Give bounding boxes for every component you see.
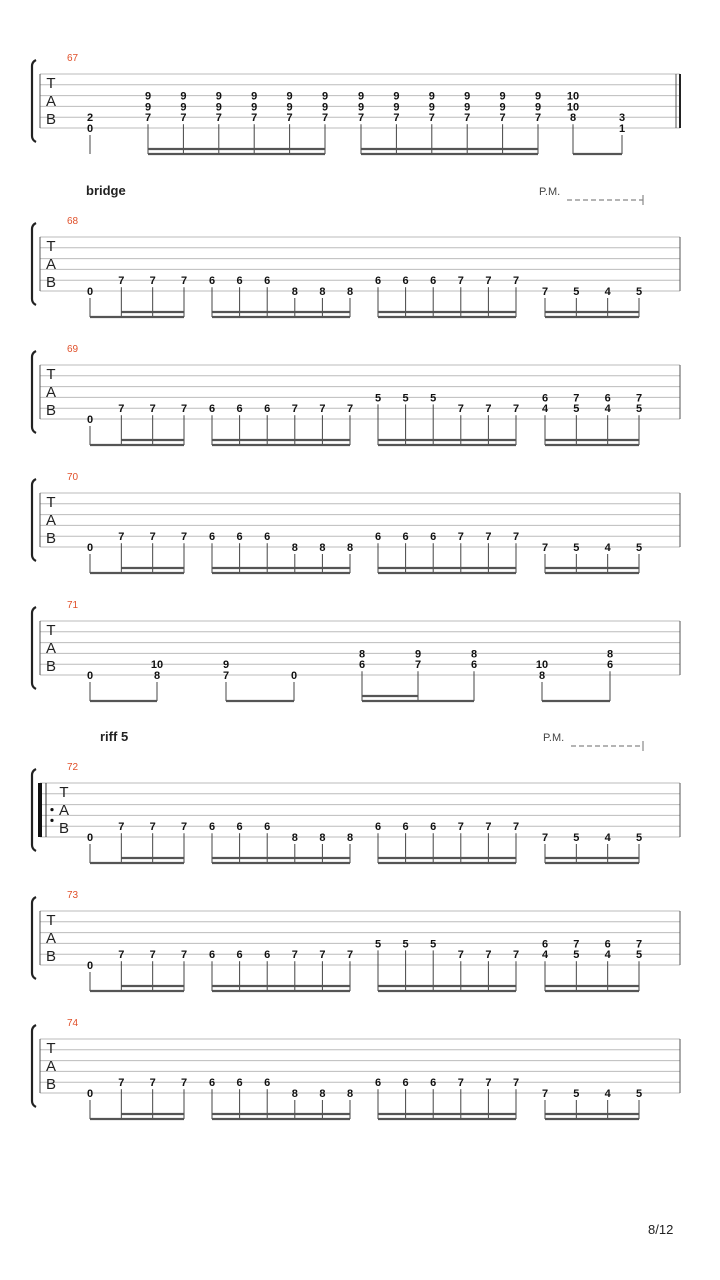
fret-number: 9 <box>321 101 329 114</box>
fret-number: 6 <box>236 275 243 288</box>
fret-number: 7 <box>321 112 329 125</box>
fret-number: 7 <box>118 403 125 416</box>
fret-number: 4 <box>604 286 611 298</box>
repeat-dot <box>50 819 53 822</box>
tab-letter-t: T <box>46 75 56 92</box>
fret-number: 6 <box>358 659 366 672</box>
fret-number: 7 <box>512 531 520 544</box>
fret-number: 9 <box>464 90 471 103</box>
fret-number: 9 <box>215 90 222 103</box>
fret-number: 9 <box>428 90 435 103</box>
fret-number: 7 <box>512 275 520 288</box>
repeat-dot <box>50 808 53 811</box>
fret-number: 5 <box>374 938 382 951</box>
fret-number: 6 <box>264 821 271 834</box>
fret-number: 7 <box>118 1077 125 1090</box>
fret-number: 7 <box>180 275 188 288</box>
fret-number: 7 <box>180 403 188 416</box>
tab-letter-t: T <box>46 238 56 255</box>
fret-number: 6 <box>374 821 382 834</box>
fret-number: 9 <box>464 101 471 114</box>
system-bracket <box>32 479 36 561</box>
fret-number: 7 <box>251 112 258 125</box>
fret-number: 7 <box>118 275 125 288</box>
fret-number: 7 <box>286 112 293 125</box>
fret-number: 7 <box>635 938 643 951</box>
fret-number: 0 <box>86 542 94 554</box>
system-bracket <box>32 351 36 433</box>
fret-number: 7 <box>180 112 187 125</box>
fret-number: 9 <box>286 90 293 103</box>
fret-number: 9 <box>357 90 365 103</box>
fret-number: 7 <box>319 403 326 416</box>
fret-number: 0 <box>86 1088 94 1100</box>
tab-letter-a: A <box>45 384 57 401</box>
tab-letter-a: A <box>45 256 57 273</box>
fret-number: 6 <box>402 531 409 544</box>
fret-number: 6 <box>604 392 611 405</box>
fret-number: 8 <box>319 286 326 298</box>
tab-letter-t: T <box>59 784 69 801</box>
fret-number: 6 <box>374 531 382 544</box>
fret-number: 7 <box>485 403 492 416</box>
fret-number: 7 <box>149 821 156 834</box>
fret-number: 7 <box>457 403 464 416</box>
fret-number: 9 <box>499 101 506 114</box>
palm-mute-label: P.M. <box>543 732 565 744</box>
fret-number: 6 <box>208 275 216 288</box>
fret-number: 6 <box>208 531 216 544</box>
fret-number: 7 <box>319 949 326 962</box>
system-bracket <box>32 223 36 305</box>
fret-number: 7 <box>457 275 464 288</box>
section-label: bridge <box>86 183 126 198</box>
fret-number: 7 <box>149 403 156 416</box>
fret-number: 9 <box>428 101 435 114</box>
tab-letter-a: A <box>45 512 57 529</box>
fret-number: 7 <box>457 949 464 962</box>
fret-number: 5 <box>573 403 580 416</box>
fret-number: 6 <box>374 1077 382 1090</box>
fret-number: 6 <box>604 938 611 951</box>
fret-number: 7 <box>485 821 492 834</box>
tab-letter-b: B <box>45 658 57 675</box>
fret-number: 7 <box>534 112 542 125</box>
fret-number: 7 <box>149 1077 156 1090</box>
fret-number: 7 <box>485 1077 492 1090</box>
fret-number: 9 <box>534 90 542 103</box>
fret-number: 9 <box>414 648 422 661</box>
fret-number: 0 <box>86 960 94 972</box>
fret-number: 7 <box>149 275 156 288</box>
fret-number: 8 <box>569 112 577 125</box>
fret-number: 7 <box>118 821 125 834</box>
fret-number: 8 <box>291 1088 298 1100</box>
fret-number: 5 <box>635 832 643 844</box>
fret-number: 7 <box>635 392 643 405</box>
fret-number: 9 <box>222 659 230 672</box>
fret-number: 0 <box>86 414 94 426</box>
system-bracket <box>32 607 36 689</box>
fret-number: 7 <box>485 275 492 288</box>
fret-number: 7 <box>512 821 520 834</box>
fret-number: 6 <box>236 403 243 416</box>
fret-number: 9 <box>499 90 506 103</box>
fret-number: 7 <box>512 403 520 416</box>
fret-number: 6 <box>374 275 382 288</box>
fret-number: 6 <box>402 1077 409 1090</box>
fret-number: 6 <box>430 821 437 834</box>
fret-number: 7 <box>180 949 188 962</box>
fret-number: 10 <box>150 659 164 672</box>
fret-number: 7 <box>457 531 464 544</box>
fret-number: 6 <box>264 1077 271 1090</box>
fret-number: 5 <box>573 542 580 554</box>
tab-letter-b: B <box>45 274 57 291</box>
tab-letter-t: T <box>46 366 56 383</box>
fret-number: 2 <box>86 112 94 125</box>
fret-number: 7 <box>291 403 298 416</box>
tab-letter-b: B <box>45 402 57 419</box>
fret-number: 7 <box>541 832 549 844</box>
fret-number: 10 <box>566 90 580 103</box>
fret-number: 7 <box>144 112 152 125</box>
fret-number: 7 <box>541 1088 549 1100</box>
fret-number: 5 <box>635 542 643 554</box>
measure-number: 72 <box>67 762 79 773</box>
fret-number: 7 <box>180 1077 188 1090</box>
fret-number: 6 <box>208 821 216 834</box>
fret-number: 8 <box>358 648 366 661</box>
fret-number: 7 <box>149 949 156 962</box>
fret-number: 7 <box>428 112 435 125</box>
fret-number: 4 <box>604 949 611 962</box>
fret-number: 9 <box>144 90 152 103</box>
fret-number: 6 <box>208 403 216 416</box>
fret-number: 4 <box>604 403 611 416</box>
fret-number: 8 <box>538 670 546 682</box>
fret-number: 3 <box>618 112 626 125</box>
fret-number: 7 <box>573 392 580 405</box>
fret-number: 7 <box>393 112 400 125</box>
fret-number: 7 <box>215 112 222 125</box>
measure-number: 69 <box>67 344 79 355</box>
fret-number: 0 <box>86 286 94 298</box>
tab-letter-a: A <box>45 640 57 657</box>
tab-letter-t: T <box>46 912 56 929</box>
fret-number: 5 <box>573 1088 580 1100</box>
fret-number: 7 <box>457 821 464 834</box>
tab-letter-t: T <box>46 622 56 639</box>
tab-letter-b: B <box>45 948 57 965</box>
tab-letter-a: A <box>58 802 70 819</box>
fret-number: 8 <box>606 648 614 661</box>
fret-number: 10 <box>566 101 580 114</box>
system-bracket <box>32 60 36 142</box>
fret-number: 9 <box>180 90 187 103</box>
fret-number: 8 <box>319 832 326 844</box>
measure-number: 73 <box>67 890 79 901</box>
fret-number: 6 <box>236 1077 243 1090</box>
section-label: riff 5 <box>100 729 129 744</box>
fret-number: 6 <box>264 275 271 288</box>
fret-number: 6 <box>236 821 243 834</box>
fret-number: 0 <box>86 670 94 682</box>
fret-number: 8 <box>470 648 478 661</box>
fret-number: 7 <box>541 542 549 554</box>
tab-letter-b: B <box>45 1076 57 1093</box>
fret-number: 7 <box>512 1077 520 1090</box>
fret-number: 8 <box>346 832 354 844</box>
fret-number: 5 <box>573 286 580 298</box>
measure-number: 67 <box>67 53 79 64</box>
fret-number: 9 <box>534 101 542 114</box>
system-bracket <box>32 769 36 851</box>
palm-mute-label: P.M. <box>539 186 561 198</box>
tab-letter-a: A <box>45 93 57 110</box>
fret-number: 7 <box>222 670 230 682</box>
tab-letter-a: A <box>45 1058 57 1075</box>
fret-number: 8 <box>319 1088 326 1100</box>
fret-number: 9 <box>251 90 258 103</box>
tab-letter-b: B <box>45 111 57 128</box>
fret-number: 8 <box>291 286 298 298</box>
fret-number: 8 <box>346 286 354 298</box>
fret-number: 7 <box>118 949 125 962</box>
fret-number: 7 <box>541 286 549 298</box>
fret-number: 7 <box>180 531 188 544</box>
fret-number: 7 <box>149 531 156 544</box>
fret-number: 10 <box>535 659 549 672</box>
fret-number: 9 <box>215 101 222 114</box>
fret-number: 7 <box>485 531 492 544</box>
fret-number: 4 <box>604 542 611 554</box>
fret-number: 6 <box>430 275 437 288</box>
fret-number: 9 <box>393 101 400 114</box>
tab-letter-b: B <box>58 820 70 837</box>
tab-letter-b: B <box>45 530 57 547</box>
fret-number: 5 <box>635 1088 643 1100</box>
fret-number: 6 <box>402 821 409 834</box>
fret-number: 4 <box>541 949 549 962</box>
fret-number: 4 <box>604 832 611 844</box>
fret-number: 6 <box>430 531 437 544</box>
fret-number: 8 <box>346 542 354 554</box>
fret-number: 6 <box>264 403 271 416</box>
fret-number: 5 <box>573 832 580 844</box>
measure-number: 68 <box>67 216 79 227</box>
fret-number: 7 <box>573 938 580 951</box>
fret-number: 4 <box>604 1088 611 1100</box>
fret-number: 9 <box>144 101 152 114</box>
fret-number: 7 <box>414 659 422 672</box>
fret-number: 5 <box>430 938 437 951</box>
system-bracket <box>32 897 36 979</box>
fret-number: 9 <box>357 101 365 114</box>
repeat-thick-bar <box>38 783 42 837</box>
fret-number: 7 <box>291 949 298 962</box>
fret-number: 7 <box>357 112 365 125</box>
fret-number: 9 <box>286 101 293 114</box>
system-bracket <box>32 1025 36 1107</box>
fret-number: 8 <box>319 542 326 554</box>
fret-number: 6 <box>208 949 216 962</box>
fret-number: 9 <box>251 101 258 114</box>
fret-number: 5 <box>635 949 643 962</box>
fret-number: 8 <box>346 1088 354 1100</box>
fret-number: 7 <box>346 403 354 416</box>
fret-number: 0 <box>86 832 94 844</box>
fret-number: 0 <box>86 123 94 135</box>
fret-number: 6 <box>402 275 409 288</box>
fret-number: 7 <box>499 112 506 125</box>
tab-letter-t: T <box>46 494 56 511</box>
fret-number: 7 <box>346 949 354 962</box>
fret-number: 7 <box>485 949 492 962</box>
tab-letter-a: A <box>45 930 57 947</box>
fret-number: 5 <box>374 392 382 405</box>
fret-number: 9 <box>321 90 329 103</box>
tab-letter-t: T <box>46 1040 56 1057</box>
fret-number: 8 <box>291 542 298 554</box>
fret-number: 7 <box>464 112 471 125</box>
fret-number: 6 <box>236 949 243 962</box>
fret-number: 9 <box>393 90 400 103</box>
fret-number: 5 <box>635 286 643 298</box>
fret-number: 5 <box>402 392 409 405</box>
fret-number: 6 <box>541 938 549 951</box>
fret-number: 6 <box>236 531 243 544</box>
fret-number: 5 <box>430 392 437 405</box>
fret-number: 6 <box>606 659 614 672</box>
fret-number: 6 <box>208 1077 216 1090</box>
fret-number: 4 <box>541 403 549 416</box>
fret-number: 8 <box>153 670 161 682</box>
measure-number: 70 <box>67 472 79 483</box>
fret-number: 7 <box>180 821 188 834</box>
fret-number: 6 <box>264 949 271 962</box>
page-number: 8/12 <box>648 1222 674 1237</box>
fret-number: 7 <box>457 1077 464 1090</box>
fret-number: 6 <box>264 531 271 544</box>
fret-number: 5 <box>635 403 643 416</box>
fret-number: 8 <box>291 832 298 844</box>
fret-number: 6 <box>541 392 549 405</box>
fret-number: 9 <box>180 101 187 114</box>
fret-number: 1 <box>618 123 626 135</box>
measure-number: 74 <box>67 1018 79 1029</box>
fret-number: 6 <box>470 659 478 672</box>
fret-number: 5 <box>402 938 409 951</box>
fret-number: 5 <box>573 949 580 962</box>
fret-number: 0 <box>290 670 298 682</box>
measure-number: 71 <box>67 600 79 611</box>
fret-number: 7 <box>118 531 125 544</box>
fret-number: 6 <box>430 1077 437 1090</box>
fret-number: 7 <box>512 949 520 962</box>
